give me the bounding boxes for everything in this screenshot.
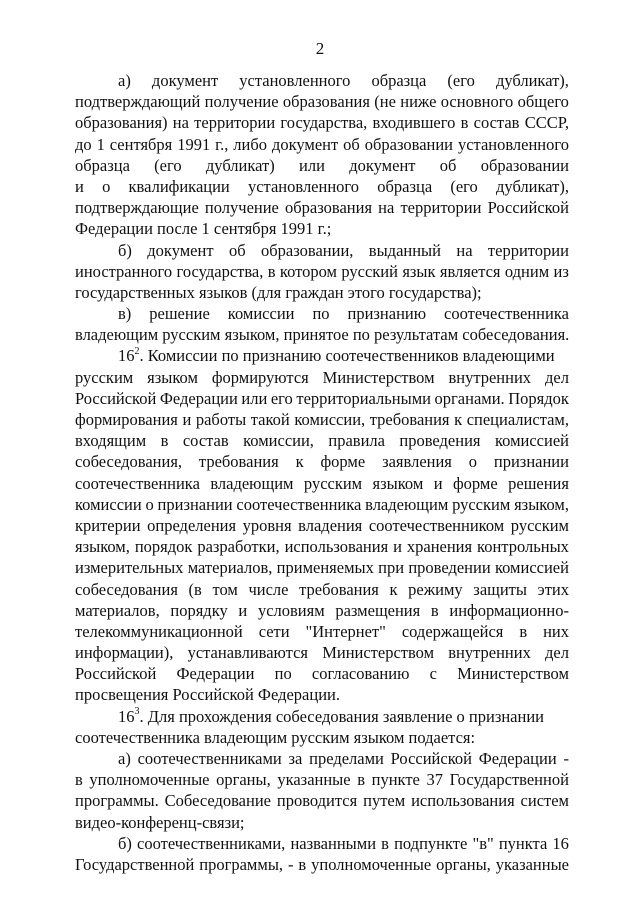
text-line: б) документ об образовании, выданный на территории	[118, 240, 569, 260]
text-line: подтверждающий получение образования (не ниже основного общего	[75, 92, 569, 112]
text-line: Федерации после 1 сентября 1991 г.;	[75, 219, 332, 239]
text-line: до 1 сентября 1991 г., либо документ об образовании установленного	[75, 134, 569, 154]
text-line: измерительных материалов, применяемых при проведении комиссией	[75, 558, 569, 578]
page-number: 2	[315, 39, 325, 58]
text-line: образования) на территории государства, входившего в состав СССР,	[75, 113, 569, 133]
text-line: информации), устанавливаются Министерством внутренних дел	[75, 643, 569, 663]
clause-number: $16^2$	[118, 345, 140, 366]
text-line: в уполномоченные органы, указанные в пункте 37 Государственной	[75, 770, 569, 790]
text-line: программы. Собеседование проводится путем использования систем	[75, 791, 569, 811]
text-line: и о квалификации установленного образца (его дубликат),	[75, 176, 569, 196]
text-line: просвещения Российской Федерации.	[75, 685, 340, 705]
text-line: $16^3$. Для прохождения собеседования заявление о признании	[118, 706, 544, 726]
text-line: соотечественника владеющим русским языком подается:	[75, 727, 476, 747]
text-line: образца (его дубликат) или документ об образовании	[75, 155, 569, 175]
text-line: собеседования (в том числе требования к режиму защиты этих	[75, 579, 569, 599]
text-line: материалов, порядку и условиям размещения в информационно-	[75, 600, 569, 620]
text-line: $16^2$. Комиссии по признанию соотечественников владеющими	[118, 345, 555, 366]
text-line: формирования и работы такой комиссии, требования к специалистам,	[75, 410, 569, 429]
text-line: соотечественника владеющим русским языком и форме решения	[75, 473, 569, 493]
text-line: подтверждающие получение образования на территории Российской	[75, 198, 569, 218]
clause-number: $16^3$	[118, 706, 140, 726]
text-line: комиссии о признании соотечественника владеющим русским языком,	[75, 494, 569, 514]
text-line: телекоммуникационной сети "Интернет" содержащейся в них	[75, 621, 569, 641]
text-line: Российской Федерации по согласованию с Министерством	[75, 664, 569, 684]
text-line: а) соотечественниками за пределами Российской Федерации -	[118, 749, 569, 768]
text-line: видео-конференц-связи;	[75, 812, 245, 832]
text-line: Российской Федерации или его территориальными органами. Порядок	[75, 388, 569, 408]
text-line: критерии определения уровня владения соотечественником русским	[75, 515, 569, 535]
document-body	[75, 70, 569, 875]
text-line: Государственной программы, - в уполномоченные органы, указанные	[75, 854, 569, 874]
text-line: в) решение комиссии по признанию соотечественника	[118, 304, 569, 324]
text-line: входящим в состав комиссии, правила проведения комиссией	[75, 431, 569, 451]
text-line: собеседования, требования к форме заявления о признании	[75, 452, 569, 472]
text-line: иностранного государства, в котором русский язык является одним из	[75, 261, 569, 281]
text-line: владеющим русским языком, принятое по результатам собеседования.	[75, 325, 570, 345]
text-line: языком, порядок разработки, использования и хранения контрольных	[75, 537, 569, 557]
text-line: русским языком формируются Министерством внутренних дел	[75, 367, 569, 387]
text-line: а) документ установленного образца (его дубликат),	[118, 71, 569, 90]
text-line: б) соотечественниками, названными в подпункте "в" пункта 16	[118, 833, 569, 853]
text-line: государственных языков (для граждан этого государства);	[75, 282, 482, 302]
